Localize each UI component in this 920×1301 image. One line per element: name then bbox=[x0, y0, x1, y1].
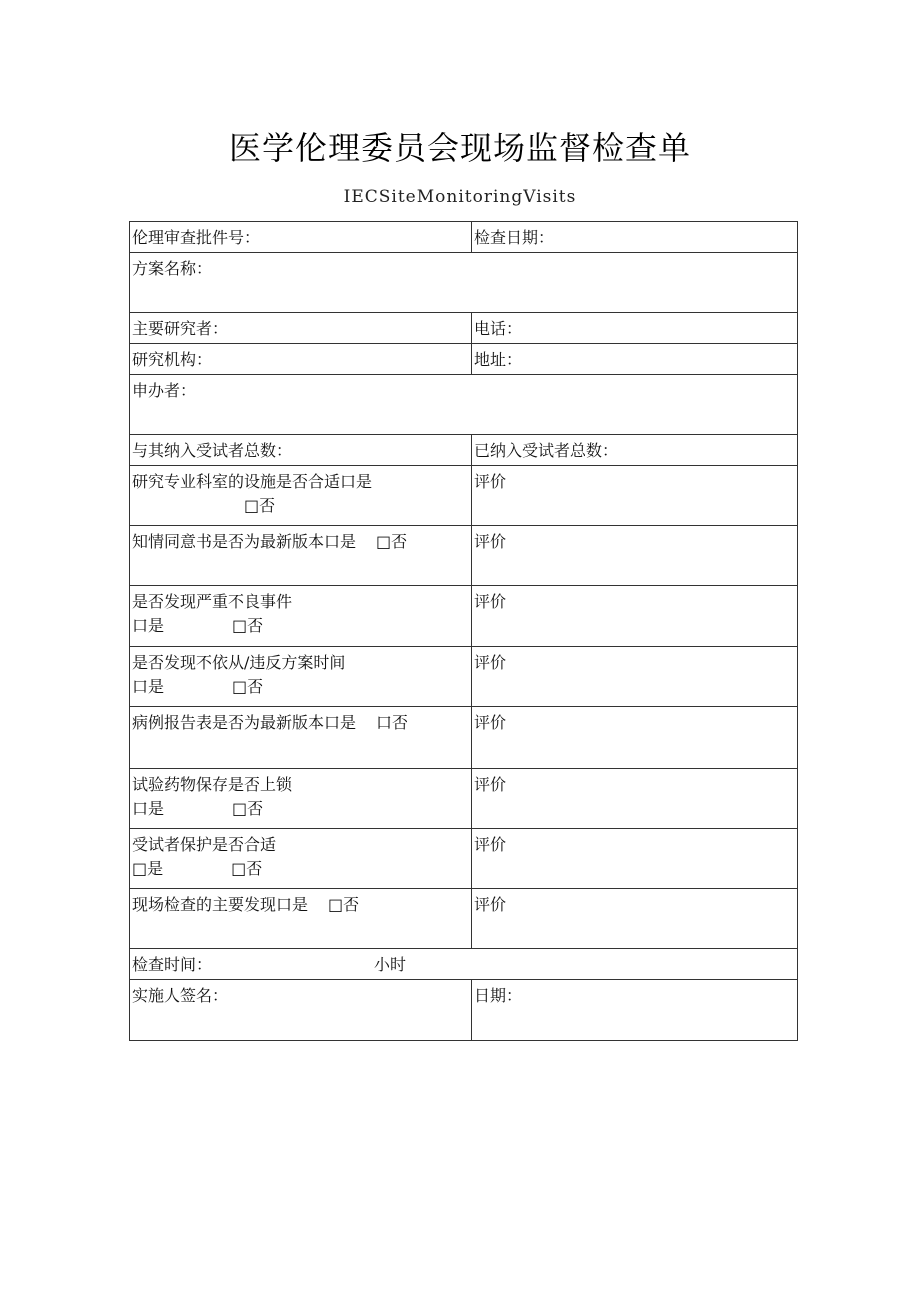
page-subtitle: IECSiteMonitoringVisits bbox=[343, 187, 577, 207]
table-row bbox=[130, 375, 798, 435]
checkbox-no[interactable]: □否 bbox=[244, 496, 276, 515]
evaluation-field[interactable] bbox=[472, 466, 798, 526]
evaluation-label: 评价 bbox=[474, 775, 507, 794]
table-row bbox=[130, 466, 798, 526]
sign-date-label: 日期： bbox=[474, 986, 523, 1005]
check-time-field[interactable] bbox=[130, 949, 798, 980]
check-question: 知情同意书是否为最新版本口是 bbox=[132, 532, 357, 551]
table-row bbox=[130, 829, 798, 889]
inspection-form-table bbox=[129, 221, 798, 1041]
evaluation-label: 评价 bbox=[474, 532, 507, 551]
check-question: 病例报告表是否为最新版本口是 bbox=[132, 713, 357, 732]
check-date-field[interactable] bbox=[472, 222, 798, 253]
evaluation-field[interactable] bbox=[472, 647, 798, 707]
evaluation-field[interactable] bbox=[472, 889, 798, 949]
check-protocol-deviation bbox=[130, 647, 472, 707]
institution-label: 研究机构： bbox=[132, 350, 213, 369]
check-main-findings bbox=[130, 889, 472, 949]
planned-subjects-label: 与其纳入受试者总数： bbox=[132, 441, 293, 460]
signature-label: 实施人签名： bbox=[132, 986, 229, 1005]
sponsor-label: 申办者： bbox=[132, 381, 197, 400]
checkbox-no[interactable]: □否 bbox=[232, 799, 264, 818]
evaluation-label: 评价 bbox=[474, 472, 507, 491]
sponsor-field[interactable] bbox=[130, 375, 798, 435]
address-label: 地址： bbox=[474, 350, 523, 369]
table-row bbox=[130, 707, 798, 769]
evaluation-label: 评价 bbox=[474, 835, 507, 854]
checkbox-yes[interactable]: 口是 bbox=[132, 799, 165, 818]
table-row bbox=[130, 889, 798, 949]
evaluation-label: 评价 bbox=[474, 895, 507, 914]
checkbox-no[interactable]: □否 bbox=[232, 616, 264, 635]
approval-number-label: 伦理审查批件号： bbox=[132, 228, 261, 247]
table-row bbox=[130, 949, 798, 980]
table-row bbox=[130, 222, 798, 253]
table-row bbox=[130, 344, 798, 375]
phone-field[interactable] bbox=[472, 313, 798, 344]
evaluation-field[interactable] bbox=[472, 707, 798, 769]
principal-investigator-field[interactable] bbox=[130, 313, 472, 344]
check-case-report-form bbox=[130, 707, 472, 769]
signature-field[interactable] bbox=[130, 980, 472, 1041]
check-question: 试验药物保存是否上锁 bbox=[132, 775, 293, 794]
evaluation-field[interactable] bbox=[472, 829, 798, 889]
evaluation-label: 评价 bbox=[474, 713, 507, 732]
check-question: 是否发现严重不良事件 bbox=[132, 592, 293, 611]
table-row bbox=[130, 526, 798, 586]
enrolled-subjects-label: 已纳入受试者总数： bbox=[474, 441, 619, 460]
hours-label: 小时 bbox=[374, 955, 407, 974]
phone-label: 电话： bbox=[474, 319, 523, 338]
checkbox-no[interactable]: □否 bbox=[231, 859, 263, 878]
check-date-label: 检查日期： bbox=[474, 228, 555, 247]
planned-subjects-field[interactable] bbox=[130, 435, 472, 466]
check-facilities bbox=[130, 466, 472, 526]
checkbox-no[interactable]: □否 bbox=[376, 532, 408, 551]
page-title: 医学伦理委员会现场监督检查单 bbox=[228, 129, 691, 167]
evaluation-field[interactable] bbox=[472, 526, 798, 586]
table-row bbox=[130, 647, 798, 707]
evaluation-label: 评价 bbox=[474, 653, 507, 672]
table-row bbox=[130, 253, 798, 313]
table-row bbox=[130, 313, 798, 344]
checkbox-no[interactable]: □否 bbox=[232, 677, 264, 696]
check-serious-adverse-events bbox=[130, 586, 472, 647]
check-time-label: 检查时间： bbox=[132, 955, 213, 974]
checkbox-yes[interactable]: 口是 bbox=[132, 616, 165, 635]
check-question: 是否发现不依从/违反方案时间 bbox=[132, 653, 346, 672]
address-field[interactable] bbox=[472, 344, 798, 375]
principal-investigator-label: 主要研究者： bbox=[132, 319, 229, 338]
table-row bbox=[130, 435, 798, 466]
check-question: 研究专业科室的设施是否合适口是 bbox=[132, 472, 373, 491]
table-row bbox=[130, 980, 798, 1041]
protocol-name-field[interactable] bbox=[130, 253, 798, 313]
enrolled-subjects-field[interactable] bbox=[472, 435, 798, 466]
check-question: 受试者保护是否合适 bbox=[132, 835, 277, 854]
checkbox-no[interactable]: 口否 bbox=[376, 713, 409, 732]
check-question: 现场检查的主要发现口是 bbox=[132, 895, 309, 914]
evaluation-label: 评价 bbox=[474, 592, 507, 611]
evaluation-field[interactable] bbox=[472, 769, 798, 829]
check-subject-protection bbox=[130, 829, 472, 889]
protocol-name-label: 方案名称： bbox=[132, 259, 213, 278]
checkbox-yes[interactable]: □是 bbox=[132, 859, 164, 878]
table-row bbox=[130, 769, 798, 829]
institution-field[interactable] bbox=[130, 344, 472, 375]
approval-number-field[interactable] bbox=[130, 222, 472, 253]
checkbox-no[interactable]: □否 bbox=[328, 895, 360, 914]
check-drug-storage bbox=[130, 769, 472, 829]
sign-date-field[interactable] bbox=[472, 980, 798, 1041]
table-row bbox=[130, 586, 798, 647]
check-consent-form bbox=[130, 526, 472, 586]
checkbox-yes[interactable]: 口是 bbox=[132, 677, 165, 696]
evaluation-field[interactable] bbox=[472, 586, 798, 647]
